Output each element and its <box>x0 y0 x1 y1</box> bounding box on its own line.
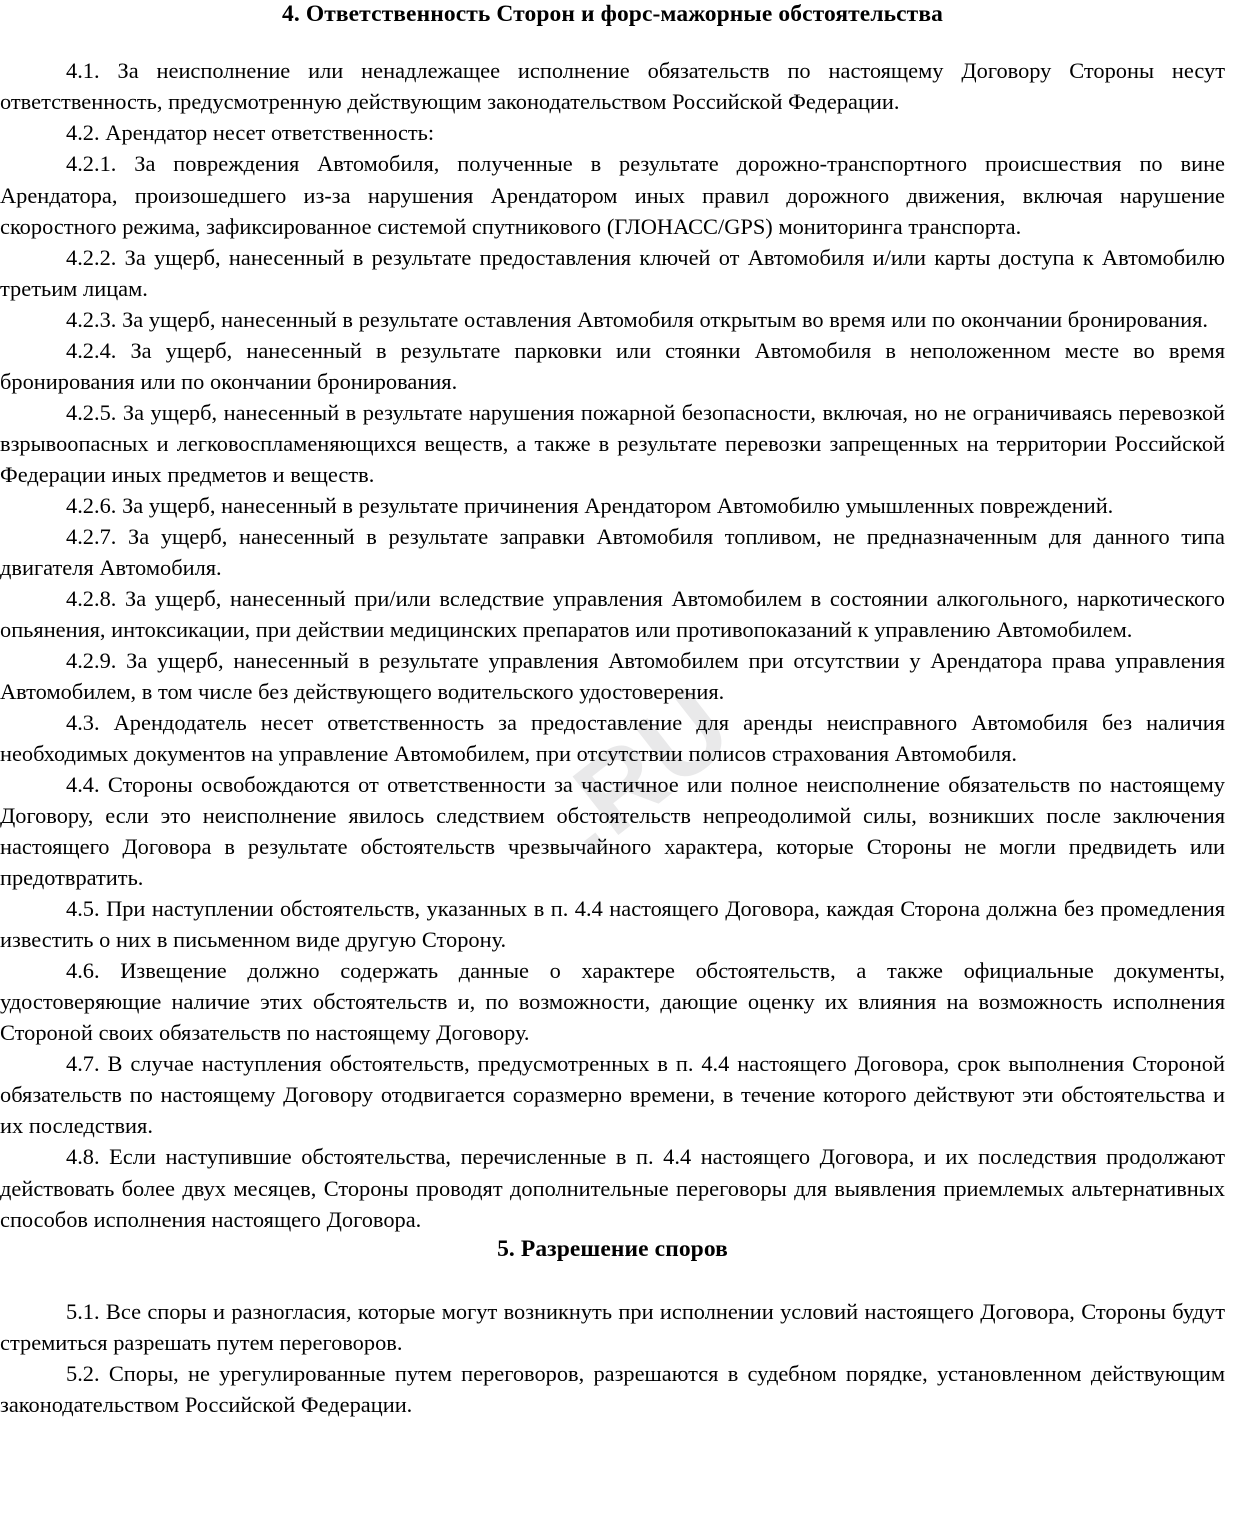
clause-5-1: 5.1. Все споры и разногласия, которые могут возникнуть при исполнении условий настоящего Договора, Стороны будут стремиться разрешать путем переговоров. <box>0 1298 1225 1355</box>
clause-4-2-7: 4.2.7. За ущерб, нанесенный в результате заправки Автомобиля топливом, не предназначенным для данного типа двигателя Автомобиля. <box>0 523 1225 580</box>
clause-4-2-6: 4.2.6. За ущерб, нанесенный в результате причинения Арендатором Автомобилю умышленных повреждений. <box>66 492 1114 518</box>
clause-4-2-2: 4.2.2. За ущерб, нанесенный в результате предоставления ключей от Автомобиля и/или карты доступа к Автомобилю третьим лицам. <box>0 244 1225 301</box>
section-heading-4: 4. Ответственность Сторон и форс-мажорные обстоятельства <box>282 1 943 27</box>
clause-4-2-4: 4.2.4. За ущерб, нанесенный в результате парковки или стоянки Автомобиля в неположенном месте во время бронирования или по окончании бронирования. <box>0 337 1225 394</box>
clause-4-2-9: 4.2.9. За ущерб, нанесенный в результате управления Автомобилем при отсутствии у Арендатора права управления Автомобилем, в том числе без действующего водительского удостоверения. <box>0 647 1225 704</box>
clause-4-1: 4.1. За неисполнение или ненадлежащее исполнение обязательств по настоящему Договору Стороны несут ответственность, предусмотренную действующим законодательством Российской Федерации. <box>0 58 1225 115</box>
clause-5-2: 5.2. Споры, не урегулированные путем переговоров, разрешаются в судебном порядке, установленном действующим законодательством Российской Федерации. <box>0 1361 1225 1418</box>
clause-4-7: 4.7. В случае наступления обстоятельств, предусмотренных в п. 4.4 настоящего Договора, срок выполнения Стороной обязательств по настоящему Договору отодвигается соразмерно времени, в течение которого действуют эти обстоятельства и их последствия. <box>0 1051 1225 1139</box>
section-heading-5: 5. Разрешение споров <box>497 1235 728 1262</box>
clause-4-2-3: 4.2.3. За ущерб, нанесенный в результате оставления Автомобиля открытым во время или по окончании бронирования. <box>66 306 1209 332</box>
clause-4-2: 4.2. Арендатор несет ответственность: <box>66 120 435 146</box>
clause-4-4: 4.4. Стороны освобождаются от ответственности за частичное или полное неисполнение обязательств по настоящему Договору, если это неисполнение явилось следствием обстоятельств непреодолимой силы, возникших после заключения настоящего Договора в результате обстоятельств чрезвычайного характера, которые Стороны не могли предвидеть или предотвратить. <box>0 772 1225 891</box>
section-4-clauses <box>0 29 1225 1234</box>
clause-4-2-5: 4.2.5. За ущерб, нанесенный в результате нарушения пожарной безопасности, включая, но не ограничиваясь перевозкой взрывоопасных и легковоспламеняющихся веществ, а также в результате перевозки запрещенных на территории Российской Федерации иных предметов и веществ. <box>0 399 1225 487</box>
clause-4-5: 4.5. При наступлении обстоятельств, указанных в п. 4.4 настоящего Договора, каждая Сторона должна без промедления известить о них в письменном виде другую Сторону. <box>0 896 1225 953</box>
clause-4-6: 4.6. Извещение должно содержать данные о характере обстоятельств, а также официальные документы, удостоверяющие наличие этих обстоятельств и, по возможности, дающие оценку их влияния на возможность исполнения Стороной своих обязательств по настоящему Договору. <box>0 958 1225 1046</box>
clause-4-8: 4.8. Если наступившие обстоятельства, перечисленные в п. 4.4 настоящего Договора, и их последствия продолжают действовать более двух месяцев, Стороны проводят дополнительные переговоры для выявления приемлемых альтернативных способов исполнения настоящего Договора. <box>0 1144 1225 1232</box>
watermark-text: .RU <box>527 663 753 877</box>
clause-4-2-1: 4.2.1. За повреждения Автомобиля, полученные в результате дорожно-транспортного происшествия по вине Арендатора, произошедшего из-за нарушения Арендатором иных правил дорожного движения, включая нарушение скоростного режима, зафиксированное системой спутникового (ГЛОНАСС/GPS) мониторинга транспорта. <box>0 151 1225 239</box>
clause-4-3: 4.3. Арендодатель несет ответственность за предоставление для аренды неисправного Автомобиля без наличия необходимых документов на управление Автомобилем, при отсутствии полисов страхования Автомобиля. <box>0 710 1225 767</box>
clause-4-2-8: 4.2.8. За ущерб, нанесенный при/или вследствие управления Автомобилем в состоянии алкогольного, наркотического опьянения, интоксикации, при действии медицинских препаратов или противопоказаний к управлению Автомобилем. <box>0 585 1225 642</box>
section-5-clauses <box>0 1264 1225 1420</box>
